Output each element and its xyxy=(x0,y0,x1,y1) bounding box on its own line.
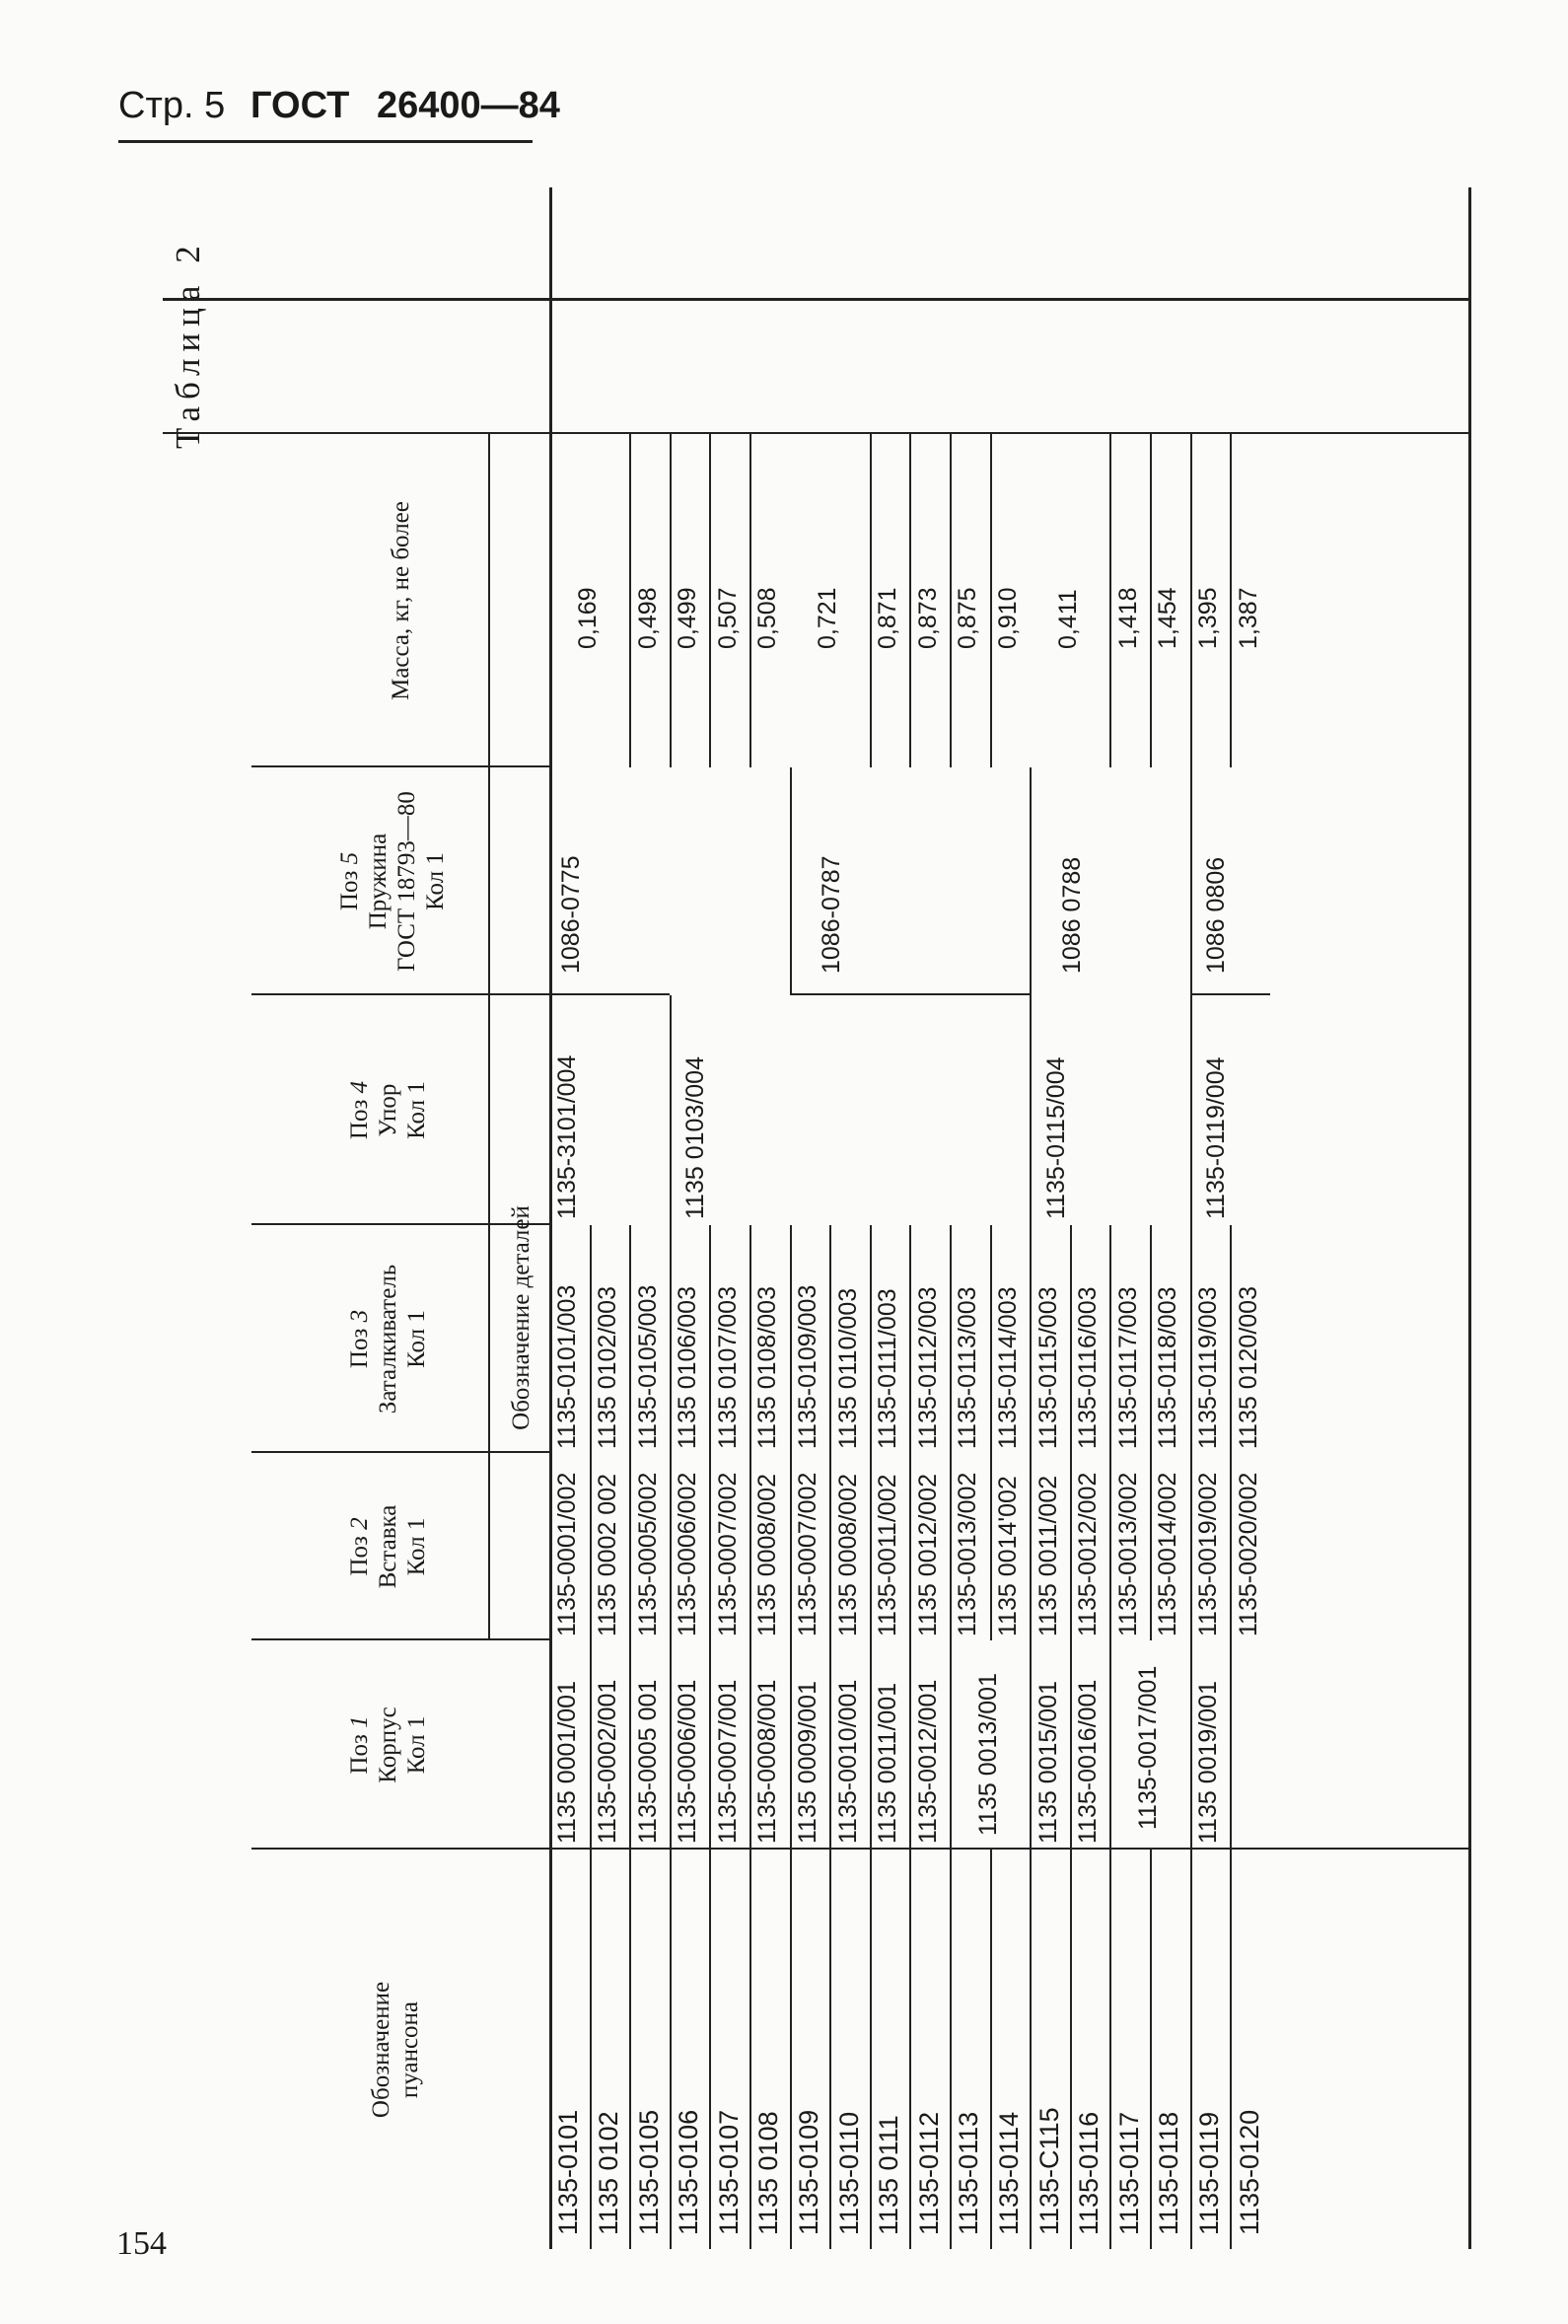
row-rule xyxy=(749,1640,751,1850)
row-rule xyxy=(870,1850,872,2249)
cell-pos3: 1135-0112/003 xyxy=(913,1286,942,1449)
cell-pos3: 1135-0117/003 xyxy=(1113,1286,1142,1449)
header-pos5-pos xyxy=(336,734,364,1030)
cell-pos2: 1135-0001/002 xyxy=(553,1472,582,1636)
cell-pos1: 1135 0019/001 xyxy=(1193,1681,1222,1844)
cell-mass: 0,507 xyxy=(713,587,742,649)
cell-designation: 1135-0107 xyxy=(713,2109,744,2235)
row-rule xyxy=(909,1453,911,1640)
row-rule xyxy=(629,434,631,767)
row-rule xyxy=(1109,1453,1111,1640)
header-mass: Масса, кг, не более xyxy=(388,501,414,700)
row-rule xyxy=(629,1453,631,1640)
header-designation: пуансона xyxy=(396,2000,423,2099)
cell-pos2: 1135-0013/002 xyxy=(954,1472,982,1636)
row-rule xyxy=(990,1453,992,1640)
cell-pos4: 1135-0119/004 xyxy=(1201,1056,1230,1219)
cell-pos1: 1135-0006/001 xyxy=(674,1679,702,1844)
row-rule xyxy=(870,1453,872,1640)
cell-designation: 1135-0117 xyxy=(1113,2111,1144,2235)
table-bottom-rule xyxy=(1468,187,1471,2249)
row-rule xyxy=(1030,1225,1032,1453)
row-rule xyxy=(590,1640,592,1850)
row-rule xyxy=(670,1640,672,1850)
row-rule xyxy=(709,1850,711,2249)
row-rule xyxy=(590,1225,592,1453)
header-pos2-line: Вставка xyxy=(375,1504,401,1589)
cell-mass: 0,873 xyxy=(913,587,942,649)
cell-pos2: 1135-0020/002 xyxy=(1234,1472,1262,1636)
subheader-rule xyxy=(488,434,490,1640)
cell-designation: 1135-0101 xyxy=(553,2109,584,2235)
row-rule xyxy=(1190,1225,1192,1453)
cell-pos2: 1135-0014/002 xyxy=(1154,1472,1182,1636)
header-pos-word: Поз xyxy=(346,1734,373,1775)
header-pos5-line: ГОСТ 18793—80 xyxy=(393,791,420,972)
cell-pos3: 1135-0113/003 xyxy=(954,1286,982,1449)
row-rule xyxy=(790,1640,792,1850)
cell-pos1: 1135-0005 001 xyxy=(633,1679,662,1844)
cell-pos2: 1135-0005/002 xyxy=(633,1472,662,1636)
table-top-rule xyxy=(163,298,1468,301)
header-pos-word: Поз xyxy=(336,870,363,911)
row-rule xyxy=(950,1640,952,1850)
row-rule xyxy=(670,1453,672,1640)
row-rule xyxy=(950,434,952,767)
cell-pos1: 1135 0015/001 xyxy=(1033,1681,1062,1844)
cell-mass: 0,498 xyxy=(633,587,662,649)
cell-designation: 1135-0116 xyxy=(1074,2111,1105,2235)
cell-designation: 1135-0113 xyxy=(954,2111,984,2235)
row-rule xyxy=(909,1640,911,1850)
cell-pos3: 1135 0106/003 xyxy=(674,1286,702,1449)
row-rule xyxy=(829,1225,831,1453)
cell-pos3: 1135-0111/003 xyxy=(874,1288,902,1449)
cell-mass: 0,499 xyxy=(674,587,702,649)
cell-pos1: 1135 0001/001 xyxy=(553,1681,582,1844)
header-pos2-line: Кол 1 xyxy=(403,1517,430,1576)
cell-pos1: 1135-0007/001 xyxy=(713,1679,742,1844)
row-rule xyxy=(790,1850,792,2249)
header-pos-number: 5 xyxy=(336,851,363,865)
cell-pos1: 1135-0002/001 xyxy=(593,1679,621,1844)
standard-name: ГОСТ xyxy=(250,85,350,126)
row-rule xyxy=(670,995,672,1225)
row-rule xyxy=(1190,995,1192,1225)
page-number: 154 xyxy=(116,2225,167,2262)
cell-pos1-merged: 1135 0013/001 xyxy=(973,1673,1002,1836)
row-rule xyxy=(1109,434,1111,767)
cell-mass: 0,411 xyxy=(1053,589,1082,649)
page-header xyxy=(118,81,560,143)
row-rule xyxy=(990,1850,992,2249)
cell-designation: 1135 0102 xyxy=(593,2111,623,2235)
row-rule xyxy=(990,1225,992,1453)
cell-designation: 1135-0112 xyxy=(913,2111,944,2235)
header-pos-number: 2 xyxy=(346,1517,373,1530)
cell-mass: 1,454 xyxy=(1154,587,1182,649)
cell-pos3: 1135-0118/003 xyxy=(1154,1286,1182,1449)
row-rule xyxy=(590,1850,592,2249)
row-rule xyxy=(950,1453,952,1640)
header-pos5-line: Кол 1 xyxy=(422,852,449,910)
header-designation: Обозначение xyxy=(368,1981,394,2119)
row-rule xyxy=(1150,1225,1152,1453)
cell-designation: 1135-0106 xyxy=(674,2109,704,2235)
cell-pos2: 1135 0012/002 xyxy=(913,1474,942,1636)
table-caption: Таблица 2 xyxy=(169,239,207,449)
standard-number: 26400—84 xyxy=(377,85,560,126)
cell-pos2: 1135 0008/002 xyxy=(833,1474,862,1636)
header-pos-word: Поз xyxy=(346,1328,373,1369)
cell-designation: 1135-0114 xyxy=(993,2111,1024,2235)
cell-pos2: 1135-0006/002 xyxy=(674,1472,702,1636)
cell-designation: 1135-0105 xyxy=(633,2109,664,2235)
row-rule xyxy=(1109,1225,1111,1453)
header-pos5-line: Пружина xyxy=(365,833,392,930)
cell-pos2: 1135 0002 002 xyxy=(593,1474,621,1636)
cell-designation: 1135 0111 xyxy=(874,2115,904,2235)
cell-pos3: 1135-0116/003 xyxy=(1074,1286,1103,1449)
row-rule xyxy=(909,1850,911,2249)
row-rule xyxy=(1230,1453,1232,1640)
row-rule xyxy=(1190,434,1192,767)
row-rule xyxy=(1230,434,1232,767)
row-rule xyxy=(790,1225,792,1453)
cell-pos2: 1135-0011/002 xyxy=(874,1474,902,1636)
cell-pos3: 1135 0108/003 xyxy=(753,1286,782,1449)
row-rule xyxy=(950,1850,952,2249)
cell-mass: 0,875 xyxy=(954,587,982,649)
row-rule xyxy=(1030,1640,1032,1850)
row-rule xyxy=(870,1225,872,1453)
cell-pos1: 1135-0016/001 xyxy=(1074,1679,1103,1844)
row-group-rule xyxy=(549,993,670,995)
cell-pos3: 1135-0114/003 xyxy=(993,1286,1022,1449)
row-rule xyxy=(709,434,711,767)
cell-pos1: 1135 0009/001 xyxy=(793,1681,821,1844)
row-rule xyxy=(870,1640,872,1850)
cell-designation: 1135-0120 xyxy=(1234,2109,1264,2235)
cell-pos3: 1135 0107/003 xyxy=(713,1286,742,1449)
row-rule xyxy=(749,1453,751,1640)
row-rule xyxy=(909,1225,911,1453)
header-pos3-line: Кол 1 xyxy=(403,1310,430,1368)
cell-pos1: 1135-0008/001 xyxy=(753,1679,782,1844)
row-rule xyxy=(829,1640,831,1850)
row-rule xyxy=(1030,995,1032,1225)
row-rule xyxy=(590,1453,592,1640)
cell-pos5: 1086-0787 xyxy=(817,855,845,974)
row-rule xyxy=(1030,1453,1032,1640)
page-label: Стр. 5 xyxy=(118,85,226,126)
header-pos4-line: Кол 1 xyxy=(403,1081,430,1139)
cell-pos3: 1135-0105/003 xyxy=(633,1284,662,1449)
cell-designation: 1135-0110 xyxy=(833,2111,864,2235)
cell-designation: 1135-C115 xyxy=(1033,2107,1064,2235)
row-rule xyxy=(1190,767,1192,995)
cell-pos3: 1135-0115/003 xyxy=(1033,1286,1062,1449)
row-rule xyxy=(990,434,992,767)
row-rule xyxy=(1070,1640,1072,1850)
cell-pos1: 1135 0011/001 xyxy=(874,1682,902,1844)
row-rule xyxy=(670,1225,672,1453)
row-rule xyxy=(1070,1850,1072,2249)
row-rule xyxy=(749,434,751,767)
row-rule xyxy=(870,434,872,767)
header-bottom-rule xyxy=(549,187,552,2249)
cell-pos3: 1135 0110/003 xyxy=(833,1287,862,1449)
row-rule xyxy=(709,1453,711,1640)
column-rule xyxy=(163,432,1468,434)
row-rule xyxy=(670,434,672,767)
row-rule xyxy=(629,1225,631,1453)
cell-mass: 1,387 xyxy=(1234,587,1262,649)
header-pos4-line: Упор xyxy=(375,1083,401,1137)
header-pos1-line: Кол 1 xyxy=(403,1715,430,1775)
row-rule xyxy=(709,1640,711,1850)
row-group-rule xyxy=(1190,993,1270,995)
cell-pos2: 1135-0007/002 xyxy=(793,1472,821,1636)
cell-pos2: 1135-0007/002 xyxy=(713,1472,742,1636)
row-rule xyxy=(790,767,792,995)
cell-pos2: 1135 0011/002 xyxy=(1033,1475,1062,1636)
column-rule xyxy=(251,1848,1468,1850)
row-rule xyxy=(950,1225,952,1453)
header-pos-number: 3 xyxy=(346,1309,373,1323)
row-rule xyxy=(670,1850,672,2249)
row-rule xyxy=(629,1640,631,1850)
cell-mass: 0,910 xyxy=(993,587,1022,649)
header-pos-word: Поз xyxy=(346,1099,373,1140)
cell-pos2: 1135 0014'002 xyxy=(993,1476,1022,1636)
cell-pos3: 1135 0120/003 xyxy=(1234,1286,1262,1449)
cell-pos5: 1086 0788 xyxy=(1057,856,1086,974)
row-rule xyxy=(1070,1453,1072,1640)
cell-mass: 1,418 xyxy=(1113,587,1142,649)
row-rule xyxy=(829,1453,831,1640)
header-pos-word: Поз xyxy=(346,1536,373,1576)
row-rule xyxy=(1190,1850,1192,2249)
cell-pos3: 1135 0102/003 xyxy=(593,1286,621,1449)
cell-pos3: 1135-0109/003 xyxy=(793,1284,821,1449)
row-rule xyxy=(1070,1225,1072,1453)
row-rule xyxy=(829,1850,831,2249)
header-pos3-line: Заталкиватель xyxy=(375,1264,401,1415)
header-pos-number: 4 xyxy=(346,1080,373,1094)
cell-pos1-merged: 1135-0017/001 xyxy=(1134,1665,1162,1830)
row-rule xyxy=(1150,1453,1152,1640)
cell-pos5: 1086 0806 xyxy=(1201,856,1230,974)
cell-mass: 0,721 xyxy=(814,587,842,649)
cell-pos1: 1135-0010/001 xyxy=(833,1679,862,1844)
rotated-table xyxy=(163,187,1499,2249)
row-rule xyxy=(1030,1850,1032,2249)
cell-pos2: 1135-0013/002 xyxy=(1113,1472,1142,1636)
cell-designation: 1135-0119 xyxy=(1193,2111,1224,2235)
cell-designation: 1135-0109 xyxy=(793,2109,823,2235)
header-details-group: Обозначение деталей xyxy=(508,1205,535,1430)
cell-pos3: 1135-0119/003 xyxy=(1193,1286,1222,1449)
cell-pos2: 1135-0019/002 xyxy=(1193,1472,1222,1636)
cell-pos4: 1135-0115/004 xyxy=(1041,1056,1070,1219)
cell-pos5: 1086-0775 xyxy=(557,855,585,974)
cell-pos3: 1135-0101/003 xyxy=(553,1284,582,1449)
row-rule xyxy=(749,1850,751,2249)
row-rule xyxy=(1230,1225,1232,1453)
cell-pos2: 1135 0008/002 xyxy=(753,1474,782,1636)
cell-pos2: 1135-0012/002 xyxy=(1074,1472,1103,1636)
row-rule xyxy=(749,1225,751,1453)
row-rule xyxy=(1190,1640,1192,1850)
header-pos1-line: Корпус xyxy=(375,1707,401,1783)
cell-mass: 1,395 xyxy=(1193,587,1222,649)
cell-mass: 0,169 xyxy=(573,587,602,649)
cell-mass: 0,871 xyxy=(874,587,902,649)
row-rule xyxy=(790,1453,792,1640)
row-rule xyxy=(1190,1453,1192,1640)
header-pos-number: 1 xyxy=(346,1715,373,1728)
cell-designation: 1135 0108 xyxy=(753,2111,784,2235)
cell-pos1: 1135-0012/001 xyxy=(913,1679,942,1844)
row-rule xyxy=(1230,1640,1232,1850)
row-rule xyxy=(1109,1850,1111,2249)
cell-mass: 0,508 xyxy=(753,587,782,649)
row-rule xyxy=(1030,767,1032,995)
row-rule xyxy=(1230,1850,1232,2249)
row-rule xyxy=(909,434,911,767)
row-rule xyxy=(1150,1850,1152,2249)
row-rule xyxy=(629,1850,631,2249)
row-group-rule xyxy=(790,993,1031,995)
row-rule xyxy=(709,1225,711,1453)
cell-designation: 1135-0118 xyxy=(1154,2111,1184,2235)
cell-pos4: 1135 0103/004 xyxy=(681,1056,710,1219)
cell-pos4: 1135-3101/004 xyxy=(553,1054,581,1219)
row-rule xyxy=(1150,434,1152,767)
row-rule xyxy=(1109,1640,1111,1850)
